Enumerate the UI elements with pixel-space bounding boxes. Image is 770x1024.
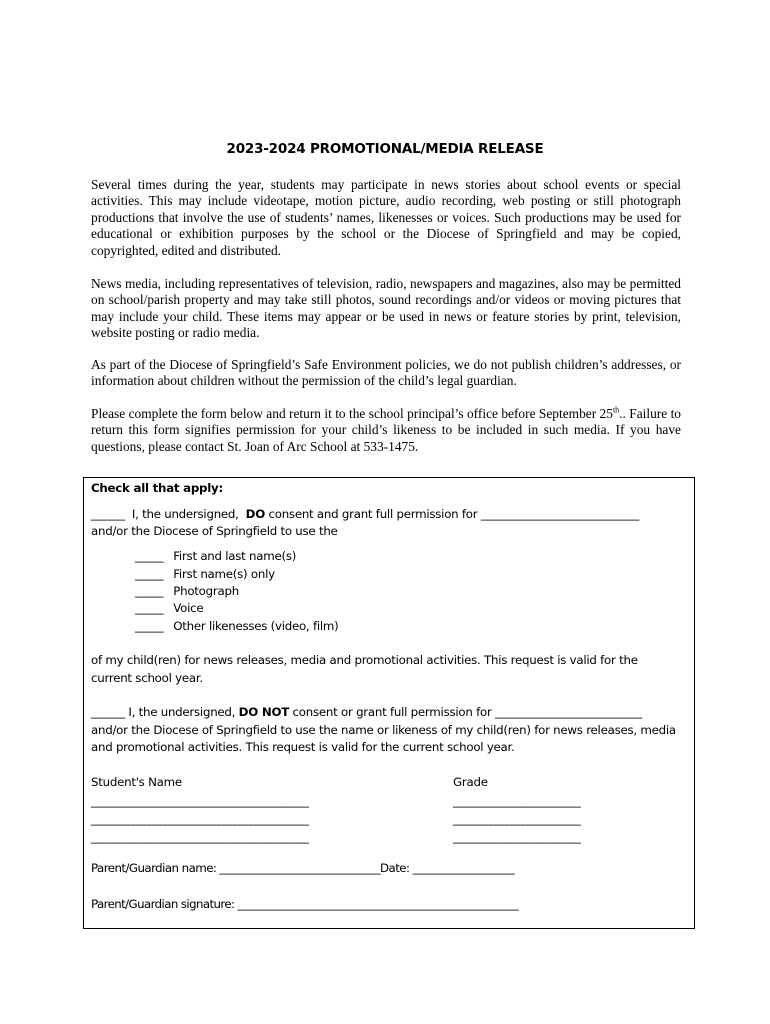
consent-do: DO <box>245 507 265 521</box>
option-first-name-only <box>135 566 275 584</box>
grade-label: Grade <box>453 775 488 789</box>
page-title: 2023-2024 PROMOTIONAL/MEDIA RELEASE <box>226 141 544 157</box>
instructions-paragraph <box>91 406 681 455</box>
news-media-paragraph: News media, including representatives of television, radio, newspapers and magazines, also may be permitted on school/parish property and may take still photos, sound recordings and/or videos or moving pictures that may include your child. These items may appear or be used in news or feature stories by print, television, website posting or radio media. <box>91 276 681 341</box>
option-other-likenesses <box>135 618 339 636</box>
consent-line <box>91 506 639 524</box>
option-blank[interactable]: _____ <box>135 601 164 615</box>
option-label: Photograph <box>173 584 239 598</box>
option-blank[interactable]: _____ <box>135 549 164 563</box>
valid-statement-line-2: current school year. <box>91 671 203 685</box>
student-name-field-3[interactable]: _________________________________________ <box>91 830 309 844</box>
intro-paragraph: Several times during the year, students may participate in news stories about school events or special activities. This may include videotape, motion picture, audio recording, web posting or still photograph productions that involve the use of students’ names, likenesses or voices. Such productions may be used for educational or exhibition purposes by the school or the Diocese of Springfield and may be copied, copyrighted, edited and distributed. <box>91 177 681 258</box>
no-consent-line-2: and/or the Diocese of Springfield to use the name or likeness of my child(ren) for news releases, media <box>91 723 676 737</box>
instructions-text-a: Please complete the form below and return it to the school principal’s office before September 25 <box>91 406 613 421</box>
option-label: Other likenesses (video, film) <box>173 619 339 633</box>
instructions-text-b: .. Failure to return this form signifies permission for your child’s likeness to be included in such media. If you have questions, please contact St. Joan of Arc School at 533-1475. <box>91 406 681 454</box>
safe-environment-paragraph: As part of the Diocese of Springfield’s Safe Environment policies, we do not publish children’s addresses, or information about children without the permission of the child’s legal guardian. <box>91 357 681 389</box>
consent-line-2: and/or the Diocese of Springfield to use the <box>91 524 338 538</box>
option-voice <box>135 600 203 618</box>
valid-statement-line-1: of my child(ren) for news releases, media and promotional activities. This request is valid for the <box>91 653 638 667</box>
option-label: First name(s) only <box>173 567 275 581</box>
grade-field-2[interactable]: ________________________ <box>453 812 581 826</box>
student-name-label: Student's Name <box>91 775 182 789</box>
option-first-last-name <box>135 548 296 566</box>
no-consent-do-not: DO NOT <box>238 705 290 719</box>
option-blank[interactable]: _____ <box>135 567 164 581</box>
option-photograph <box>135 583 239 601</box>
option-label: First and last name(s) <box>173 549 297 563</box>
no-consent-text-pre: ______ I, the undersigned, <box>91 705 239 719</box>
student-name-field-1[interactable]: _________________________________________ <box>91 794 309 808</box>
no-consent-text-post: consent or grant full permission for __________________________ <box>289 705 642 719</box>
no-consent-line-3: and promotional activities. This request is valid for the current school year. <box>91 740 515 754</box>
consent-text-pre: I, the undersigned, <box>124 507 246 521</box>
option-blank[interactable]: _____ <box>135 584 164 598</box>
parent-guardian-signature-field[interactable]: Parent/Guardian signature: _____________________________________________________ <box>91 897 519 911</box>
no-consent-line <box>91 704 642 722</box>
option-label: Voice <box>173 601 204 615</box>
consent-text-post: consent and grant full permission for ____________________________ <box>265 507 640 521</box>
parent-guardian-name-field[interactable]: Parent/Guardian name: ______________________________Date: ___________________ <box>91 861 515 875</box>
instructions-superscript: th <box>612 405 620 415</box>
student-name-field-2[interactable]: _________________________________________ <box>91 812 309 826</box>
form-heading: Check all that apply: <box>91 481 223 495</box>
option-blank[interactable]: _____ <box>135 619 164 633</box>
consent-blank[interactable]: ______ <box>91 507 125 521</box>
grade-field-1[interactable]: ________________________ <box>453 794 581 808</box>
grade-field-3[interactable]: ________________________ <box>453 830 581 844</box>
